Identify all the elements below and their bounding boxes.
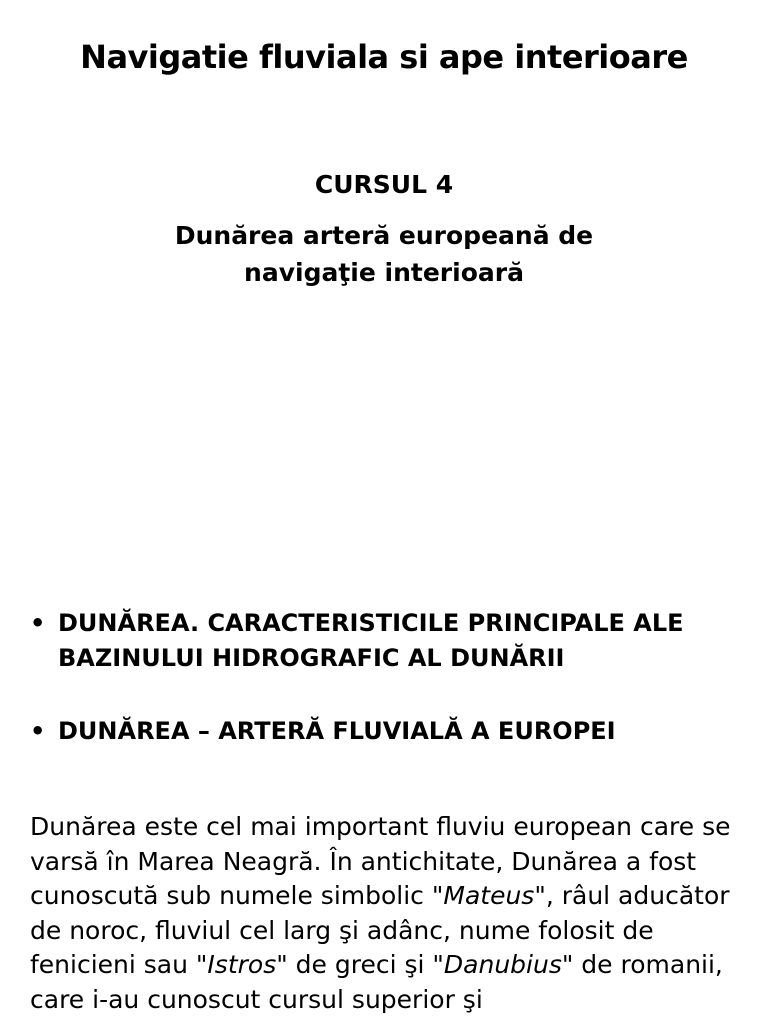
slide-subtitle	[0, 217, 768, 291]
subtitle-line-1: Dunărea arteră europeană de	[174, 221, 594, 250]
slide-title: Navigatie fluviala si ape interioare	[80, 38, 688, 76]
body-text-part: , râul aducător de noroc, fluviul cel larg şi adânc, nume folosit de fenicieni sau	[30, 881, 730, 979]
body-text-part: Dunărea este cel mai important fluviu european care se varsă în Marea Neagră. În antichitate, Dunărea a fost cunoscută sub numele simbolic	[30, 812, 731, 910]
bullet-text: DUNĂREA – ARTERĂ FLUVIALĂ A EUROPEI	[58, 717, 616, 745]
bullet-item	[30, 714, 750, 749]
body-text-part: de greci şi	[287, 950, 433, 979]
name-danubius: "Danubius"	[432, 950, 574, 979]
body-text-part: de romanii, care i-au cunoscut cursul superior şi	[30, 950, 723, 1014]
subtitle-line-2: navigaţie interioară	[244, 258, 524, 287]
name-mateus: "Mateus"	[431, 881, 546, 910]
bullet-list	[30, 606, 750, 749]
bullet-dot-icon: •	[30, 717, 46, 745]
bullet-text: DUNĂREA. CARACTERISTICILE PRINCIPALE ALE BAZINULUI HIDROGRAFIC AL DUNĂRII	[58, 609, 684, 672]
body-paragraph	[30, 810, 750, 1017]
bullet-item	[30, 606, 750, 676]
course-number: CURSUL 4	[314, 170, 454, 199]
name-istros: "Istros"	[195, 950, 288, 979]
bullet-dot-icon: •	[30, 609, 46, 637]
